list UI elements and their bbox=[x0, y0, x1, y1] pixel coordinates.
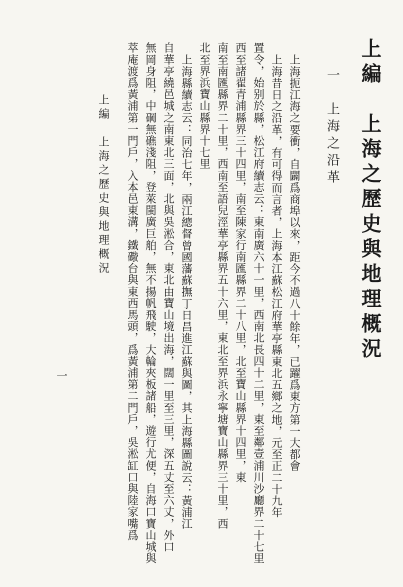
body-column: 上海縣續志云：同治七年，兩江總督曾國藩蘇撫丁日昌進江蘇與圖，其上海縣圖說云：黃浦江 bbox=[180, 54, 193, 530]
page-number: 一 bbox=[55, 370, 68, 381]
body-column: 無岡身阻，中碙無礁淺阻，登萊閩廣巨舶，無不揚帆飛駛，大輪夾板諸船，遊行尤便，自海口寶山城與 bbox=[144, 42, 157, 564]
body-column: 北至界浜寶山縣界十七里 bbox=[198, 42, 211, 170]
body-column: 置令，始别於縣，松江府續志云：東南廣六十一里，西南北長四十二里，東至鄰壹浦川沙廳界二十七里 bbox=[252, 42, 265, 564]
running-title: 上編 上海之歷史與地理概況 bbox=[97, 94, 110, 276]
body-column: 萃庵渡爲黃浦第一門戶，入本邑東溝，鐵礮台與東西馬頭，爲黃浦第二門戶，吳淞缸口與陸家嘴爲 bbox=[126, 42, 139, 541]
part-title: 上編 上海之歷史與地理概況 bbox=[358, 38, 382, 363]
body-column: 自華亭繞邑城之南東北三面，北與吳淞合，東北由寶山境出海，闊一里至三里，深五丈至六丈，外口 bbox=[162, 42, 175, 553]
body-column: 上海昔日之沿革，有可得而言者，上海本江蘇松江府華亭縣東北五鄉之地，元至正二十九年 bbox=[270, 54, 283, 518]
body-column: 南至南匯縣界二十里，西南至語兒涇華亭縣界五十六里，東北至界浜永寧塘寶山縣界三十里，西 bbox=[216, 42, 229, 530]
body-column: 西至諸翟青浦縣界三十四里，南至陳家行南匯縣界二十八里，北至寶山縣界十四里，東 bbox=[234, 42, 247, 483]
body-column: 上海扼江海之要衝，自闢爲商埠以來，距今不過八十餘年，已躍爲東方第一大都會 bbox=[288, 54, 301, 472]
chapter-heading: 一 上海之沿革 bbox=[324, 68, 339, 187]
